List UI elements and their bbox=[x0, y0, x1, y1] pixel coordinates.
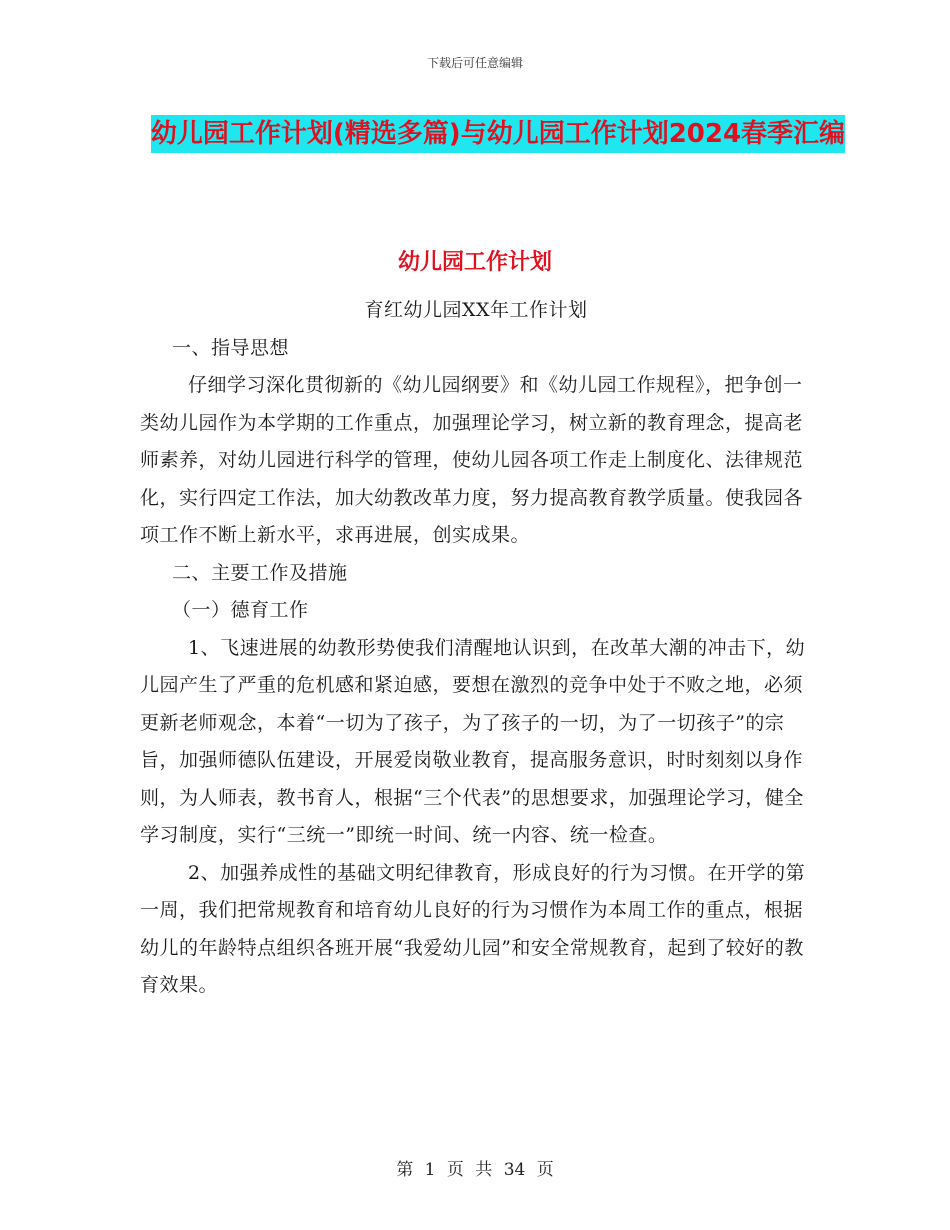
document-body bbox=[140, 292, 812, 1005]
page-header-note: 下载后可任意编辑 bbox=[426, 56, 523, 70]
paragraph-guiding-thought: 仔细学习深化贯彻新的《幼儿园纲要》和《幼儿园工作规程》，把争创一类幼儿园作为本学期的工作重点，加强理论学习，树立新的教育理念，提高老师素养，对幼儿园进行科学的管理，使幼儿园各项工作走上制度化、法律规范化，实行四定工作法，加大幼教改革力度，努力提高教育教学质量。使我园各项工作不断上新水平，求再进展，创实成果。 bbox=[140, 374, 804, 546]
document-title-text: 幼儿园工作计划(精选多篇)与幼儿园工作计划2024春季汇编 bbox=[151, 115, 845, 153]
heading-moral-education: （一）德育工作 bbox=[172, 599, 309, 621]
page-footer: 第 1 页 共 34 页 bbox=[396, 1160, 554, 1180]
paragraph-item-1: 1、飞速进展的幼教形势使我们清醒地认识到，在改革大潮的冲击下，幼儿园产生了严重的危机感和紧迫感，要想在激烈的竞争中处于不败之地，必须更新老师观念，本着“一切为了孩子，为了孩子的一切，为了一切孩子”的宗旨，加强师德队伍建设，开展爱岗敬业教育，提高服务意识，时时刻刻以身作则，为人师表，教书育人，根据“三个代表”的思想要求，加强理论学习，健全学习制度，实行“三统一”即统一时间、统一内容、统一检查。 bbox=[140, 636, 806, 846]
section-title: 幼儿园工作计划 bbox=[397, 250, 552, 275]
heading-main-work: 二、主要工作及措施 bbox=[172, 561, 348, 584]
document-title bbox=[140, 108, 856, 160]
paragraph-item-2: 2、加强养成性的基础文明纪律教育，形成良好的行为习惯。在开学的第一周，我们把常规教育和培育幼儿良好的行为习惯作为本周工作的重点，根据幼儿的年龄特点组织各班开展“我爱幼儿园”和安全常规教育，起到了较好的教育效果。 bbox=[140, 861, 806, 996]
document-subtitle: 育红幼儿园XX年工作计划 bbox=[364, 299, 588, 321]
heading-guiding-thought: 一、指导思想 bbox=[172, 336, 290, 359]
